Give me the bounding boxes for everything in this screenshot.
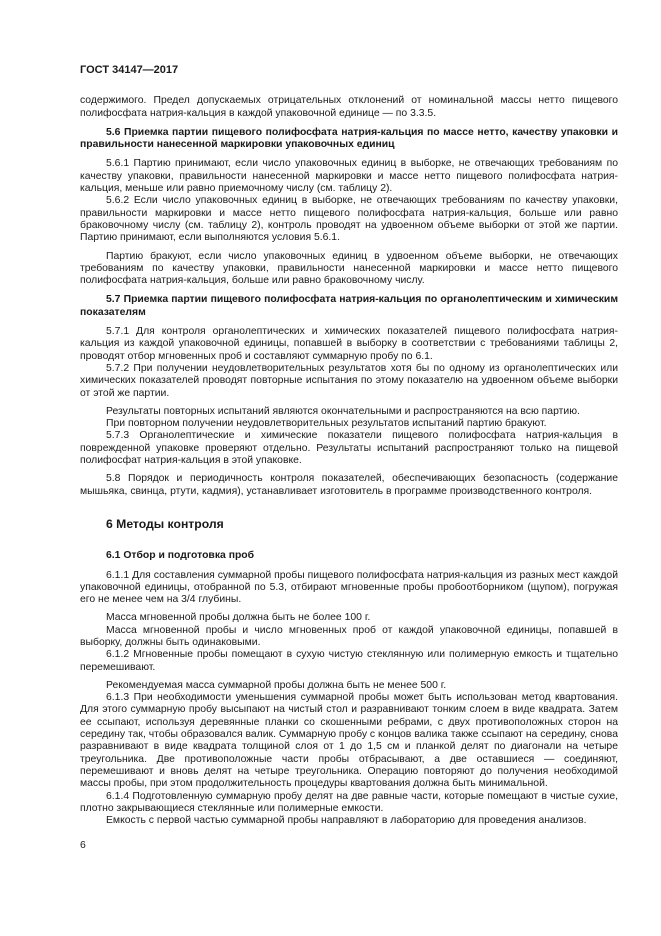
page-number: 6	[80, 839, 86, 851]
paragraph-5-6-2: 5.6.2 Если число упаковочных единиц в выборке, не отвечающих требованиям по качеству упаковки, правильности маркировки и массе нетто пищевого полифосфата натрия-кальция, больше или равно браковочному числу (см. таблицу 2), контроль проводят на удвоенном объеме выборки от этой же партии. Партию принимают, если выполняются условия 5.6.1.	[80, 195, 618, 244]
subsection-heading-5-7: 5.7 Приемка партии пищевого полифосфата натрия-кальция по органолептическим и химическим показателям	[80, 294, 618, 318]
paragraph-continuation: содержимого. Предел допускаемых отрицательных отклонений от номинальной массы нетто пищевого полифосфата натрия-кальция в каждой упаковочной единице — по 3.3.5.	[80, 95, 618, 119]
section-heading-6: 6 Методы контроля	[106, 516, 224, 531]
paragraph-5-7-2: 5.7.2 При получении неудовлетворительных результатов хотя бы по одному из органолептических или химических показателей проводят повторные испытания по этому показателю на удвоенном объеме выборки от этой же партии.	[80, 362, 618, 399]
paragraph-6-1-1-b: Масса мгновенной пробы должна быть не более 100 г.	[106, 612, 371, 624]
paragraph-5-7-2-b: Результаты повторных испытаний являются окончательными и распространяются на всю партию.	[106, 405, 580, 417]
paragraph-5-7-2-c: При повторном получении неудовлетворительных результатов испытаний партию бракуют.	[106, 418, 547, 430]
document-header: ГОСТ 34147—2017	[80, 64, 179, 76]
paragraph-5-6-1: 5.6.1 Партию принимают, если число упаковочных единиц в выборке, не отвечающих требованиям по качеству упаковки, правильности нанесенной маркировки и массе нетто пищевого полифосфата натрия-кальция, меньше или равно приемочному числу (см. таблицу 2).	[80, 158, 618, 195]
paragraph-6-1-2-b: Рекомендуемая масса суммарной пробы должна быть не менее 500 г.	[106, 679, 447, 691]
subsection-heading-5-6: 5.6 Приемка партии пищевого полифосфата натрия-кальция по массе нетто, качеству упаковки и правильности нанесенной маркировки упаковочных единиц	[80, 126, 618, 151]
paragraph-5-7-1: 5.7.1 Для контроля органолептических и химических показателей пищевого полифосфата натрия-кальция из каждой упаковочной единицы, попавшей в выборку в соответствии с требованиями таблицы 2, проводят отбор мгновенных проб и составляют суммарную пробу по 6.1.	[80, 326, 618, 362]
paragraph-6-1-3: 6.1.3 При необходимости уменьшения суммарной пробы может быть использован метод квартования. Для этого суммарную пробу высыпают на чистый стол и разравнивают тонким слоем в виде квадрата. Затем ее ссыпают, используя деревянные планки со скошенными ребрами, с двух противоположных сторон на середину так, чтобы образовался валик. Суммарную пробу с концов валика также ссыпают на середину, снова разравнивают в виде квадрата толщиной слоя от 1 до 1,5 см и планкой делят по диагонали на четыре треугольника. Две противоположные части пробы отбрасывают, а две оставшиеся — соединяют, перемешивают и вновь делят на четыре треугольника. Операцию повторяют до получения необходимой массы пробы, при этом продолжительность процедуры квартования должна быть минимальной.	[80, 692, 618, 790]
paragraph-6-1-4: 6.1.4 Подготовленную суммарную пробу делят на две равные части, которые помещают в чистые сухие, плотно закрывающиеся стеклянные или полимерные емкости.	[80, 790, 618, 814]
paragraph-5-8: 5.8 Порядок и периодичность контроля показателей, обеспечивающих безопасность (содержание мышьяка, свинца, ртути, кадмия), устанавливает изготовитель в программе производственного контроля.	[80, 473, 618, 497]
paragraph-6-1-1-c: Масса мгновенной пробы и число мгновенных проб от каждой упаковочной единицы, попавшей в выборку, должны быть одинаковыми.	[80, 624, 618, 648]
paragraph-5-7-3: 5.7.3 Органолептические и химические показатели пищевого полифосфата натрия-кальция в поврежденной упаковке проверяют отдельно. Результаты испытаний распространяют только на пищевой полифосфат натрия-кальция в этой упаковке.	[80, 430, 618, 467]
paragraph-6-1-1: 6.1.1 Для составления суммарной пробы пищевого полифосфата натрия-кальция из разных мест каждой упаковочной единицы, отобранной по 5.3, отбирают мгновенные пробы пробоотборником (щупом), погружая его не менее чем на 3/4 глубины.	[80, 569, 618, 606]
paragraph-6-1-2: 6.1.2 Мгновенные пробы помещают в сухую чистую стеклянную или полимерную емкость и тщательно перемешивают.	[80, 649, 618, 673]
subsection-heading-6-1: 6.1 Отбор и подготовка проб	[106, 550, 255, 562]
paragraph-5-6-2-b: Партию бракуют, если число упаковочных единиц в удвоенном объеме выборки, не отвечающих требованиям по качеству упаковки, правильности нанесенной маркировки и массе нетто пищевого полифосфата натрия-кальция, больше или равно браковочному числу.	[80, 250, 618, 287]
paragraph-6-1-4-b: Емкость с первой частью суммарной пробы направляют в лабораторию для проведения анализов.	[106, 815, 587, 827]
